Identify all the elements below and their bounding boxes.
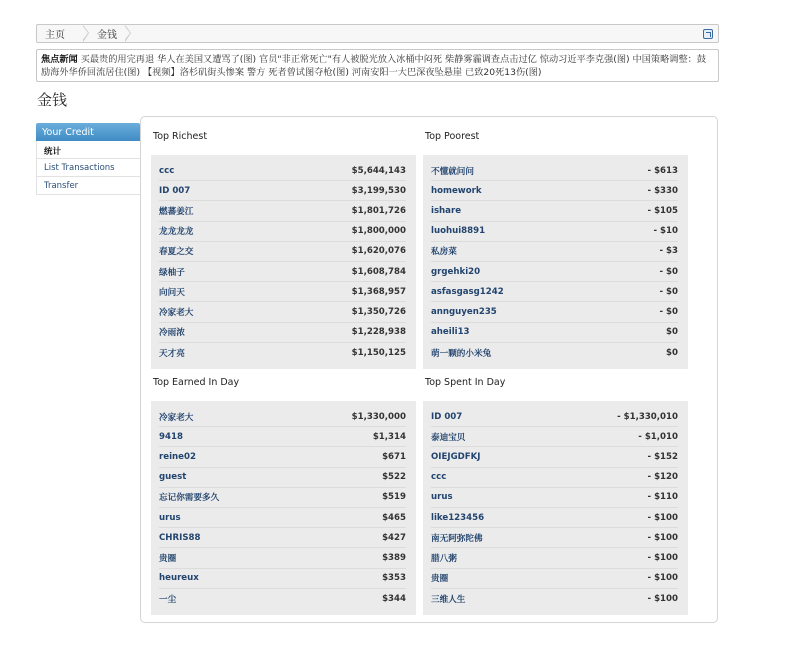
user-name-link[interactable]: 春夏之交 <box>159 247 194 258</box>
list-body <box>423 401 688 615</box>
list-row <box>159 343 406 363</box>
page-title: 金钱 <box>37 91 68 109</box>
list-title: Top Poorest <box>425 131 480 142</box>
list-body <box>423 155 688 369</box>
amount-value: - $100 <box>647 593 678 604</box>
amount-value: - $0 <box>659 266 678 277</box>
amount-value: $1,314 <box>372 431 406 442</box>
user-name-link[interactable]: 冷家老大 <box>159 412 194 423</box>
top-spent-list <box>423 373 688 615</box>
amount-value: - $100 <box>647 552 678 563</box>
list-row <box>431 528 678 548</box>
user-name-link[interactable]: 腊八粥 <box>431 553 457 564</box>
user-name-link[interactable]: grgehki20 <box>431 266 481 277</box>
amount-value: - $100 <box>647 512 678 523</box>
amount-value: - $110 <box>647 492 678 503</box>
user-name-link[interactable]: 萌一颗的小米兔 <box>431 348 492 359</box>
popout-icon[interactable] <box>703 29 713 39</box>
sidebar-item-stats[interactable]: 统计 <box>36 141 140 159</box>
list-row <box>159 242 406 262</box>
user-name-link[interactable]: 向问天 <box>159 287 185 298</box>
list-row <box>159 302 406 322</box>
amount-value: - $1,010 <box>638 431 678 442</box>
user-name-link[interactable]: luohui8891 <box>431 226 486 237</box>
news-links[interactable]: 买最贵的用完再退 华人在美国又遭骂了(图) 官员"非正常死亡"有人被脱光放入冰桶中闷死 柴静雾霾调查点击过亿 惊动习近平李克强(图) 中国策略调整：鼓励海外华侨回流居住(图) 【视频】洛杉矶街头惨案 警方 死者曾试图夺枪(图) 河南安阳一大巴深夜坠悬崖 已致20死13伤(图) <box>41 54 707 78</box>
user-name-link[interactable]: ID 007 <box>159 185 191 196</box>
top-poorest-list <box>423 127 688 369</box>
amount-value: $427 <box>382 532 406 543</box>
list-row <box>431 468 678 488</box>
amount-value: $1,228,938 <box>351 327 406 338</box>
user-name-link[interactable]: urus <box>431 492 453 503</box>
amount-value: $0 <box>666 347 678 358</box>
list-row <box>159 468 406 488</box>
news-label: 焦点新闻 <box>41 54 78 65</box>
amount-value: $344 <box>382 593 406 604</box>
user-name-link[interactable]: annguyen235 <box>431 306 497 317</box>
user-name-link[interactable]: 忘记你需要多久 <box>159 493 220 504</box>
list-row <box>431 161 678 181</box>
breadcrumb <box>36 24 719 43</box>
list-row <box>431 508 678 528</box>
user-name-link[interactable]: 绿柚子 <box>159 267 185 278</box>
list-row <box>159 201 406 221</box>
amount-value: - $105 <box>647 205 678 216</box>
user-name-link[interactable]: 9418 <box>159 431 183 442</box>
amount-value: $522 <box>382 472 406 483</box>
user-name-link[interactable]: ishare <box>431 205 462 216</box>
amount-value: $671 <box>382 451 406 462</box>
list-row <box>159 262 406 282</box>
news-bar <box>36 49 719 82</box>
amount-value: $1,368,957 <box>351 286 406 297</box>
amount-value: $353 <box>382 573 406 584</box>
amount-value: $389 <box>382 552 406 563</box>
user-name-link[interactable]: 一尘 <box>159 594 177 605</box>
list-row <box>431 569 678 589</box>
breadcrumb-home-label[interactable]: 主页 <box>45 30 65 41</box>
list-row <box>159 589 406 609</box>
user-name-link[interactable]: 天才亮 <box>159 348 185 359</box>
amount-value: - $100 <box>647 532 678 543</box>
list-row <box>159 407 406 427</box>
breadcrumb-home[interactable] <box>37 25 83 42</box>
amount-value: - $613 <box>647 165 678 176</box>
amount-value: $1,150,125 <box>351 347 406 358</box>
user-name-link[interactable]: 私房菜 <box>431 247 457 258</box>
list-row <box>159 161 406 181</box>
list-row <box>431 323 678 343</box>
list-row <box>431 447 678 467</box>
list-row <box>431 488 678 508</box>
amount-value: - $3 <box>659 246 678 257</box>
list-row <box>159 508 406 528</box>
user-name-link[interactable]: ccc <box>159 165 175 176</box>
list-row <box>431 262 678 282</box>
amount-value: $519 <box>382 492 406 503</box>
list-row <box>159 548 406 568</box>
list-row <box>159 528 406 548</box>
amount-value: $0 <box>666 327 678 338</box>
amount-value: $1,801,726 <box>351 205 406 216</box>
credit-sidebar <box>36 123 140 195</box>
list-row <box>431 343 678 363</box>
amount-value: $1,800,000 <box>351 226 406 237</box>
user-name-link[interactable]: 燃蕃姜江 <box>159 206 194 217</box>
user-name-link[interactable]: 泰迪宝贝 <box>431 432 466 443</box>
list-title: Top Richest <box>153 131 208 142</box>
breadcrumb-separator <box>125 25 131 42</box>
user-name-link[interactable]: ID 007 <box>431 411 463 422</box>
amount-value: - $0 <box>659 286 678 297</box>
list-row <box>159 427 406 447</box>
credit-panel <box>140 116 718 623</box>
list-body <box>151 155 416 369</box>
breadcrumb-current[interactable] <box>83 25 125 42</box>
user-name-link[interactable]: guest <box>159 472 187 483</box>
amount-value: $5,644,143 <box>351 165 406 176</box>
amount-value: - $152 <box>647 451 678 462</box>
top-earned-list <box>151 373 416 615</box>
user-name-link[interactable]: CHRIS88 <box>159 532 201 543</box>
list-title: Top Spent In Day <box>425 377 506 388</box>
user-name-link[interactable]: reine02 <box>159 451 196 462</box>
amount-value: - $0 <box>659 306 678 317</box>
amount-value: - $100 <box>647 573 678 584</box>
list-row <box>431 242 678 262</box>
breadcrumb-current-label[interactable]: 金钱 <box>97 30 117 41</box>
list-row <box>431 427 678 447</box>
amount-value: $1,608,784 <box>351 266 406 277</box>
user-name-link[interactable]: urus <box>159 512 181 523</box>
user-name-link[interactable]: 冷家老大 <box>159 307 194 318</box>
list-row <box>431 589 678 609</box>
user-name-link[interactable]: OIEJGDFKJ <box>431 451 481 462</box>
list-row <box>431 282 678 302</box>
user-name-link[interactable]: 冷雨浓 <box>159 328 185 339</box>
user-name-link[interactable]: 南无阿弥陀佛 <box>431 533 483 544</box>
user-name-link[interactable]: 不懂就问问 <box>431 166 474 177</box>
amount-value: - $330 <box>647 185 678 196</box>
amount-value: $1,330,000 <box>351 411 406 422</box>
user-name-link[interactable]: 龙龙龙龙 <box>159 227 194 238</box>
user-name-link[interactable]: like123456 <box>431 512 485 523</box>
user-name-link[interactable]: 贵圈 <box>431 574 449 585</box>
list-row <box>159 323 406 343</box>
user-name-link[interactable]: aheili13 <box>431 327 470 338</box>
list-row <box>431 222 678 242</box>
list-row <box>431 302 678 322</box>
list-body <box>151 401 416 615</box>
list-row <box>159 282 406 302</box>
amount-value: $465 <box>382 512 406 523</box>
list-row <box>431 201 678 221</box>
sidebar-item-list-transactions[interactable]: List Transactions <box>36 159 140 177</box>
list-row <box>159 569 406 589</box>
amount-value: - $1,330,010 <box>617 411 678 422</box>
user-name-link[interactable]: 三维人生 <box>431 594 466 605</box>
user-name-link[interactable]: heureux <box>159 573 199 584</box>
amount-value: $3,199,530 <box>351 185 406 196</box>
sidebar-header: Your Credit <box>36 123 140 141</box>
list-row <box>159 488 406 508</box>
amount-value: - $120 <box>647 472 678 483</box>
sidebar-item-transfer[interactable]: Transfer <box>36 177 140 195</box>
user-name-link[interactable]: ccc <box>431 472 447 483</box>
user-name-link[interactable]: 贵圈 <box>159 553 177 564</box>
list-row <box>431 548 678 568</box>
list-title: Top Earned In Day <box>153 377 240 388</box>
list-row <box>159 222 406 242</box>
amount-value: - $10 <box>653 226 678 237</box>
amount-value: $1,620,076 <box>351 246 406 257</box>
list-row <box>431 407 678 427</box>
top-richest-list <box>151 127 416 369</box>
list-row <box>159 447 406 467</box>
user-name-link[interactable]: asfasgasg1242 <box>431 286 504 297</box>
list-row <box>431 181 678 201</box>
user-name-link[interactable]: homework <box>431 185 482 196</box>
list-row <box>159 181 406 201</box>
amount-value: $1,350,726 <box>351 306 406 317</box>
